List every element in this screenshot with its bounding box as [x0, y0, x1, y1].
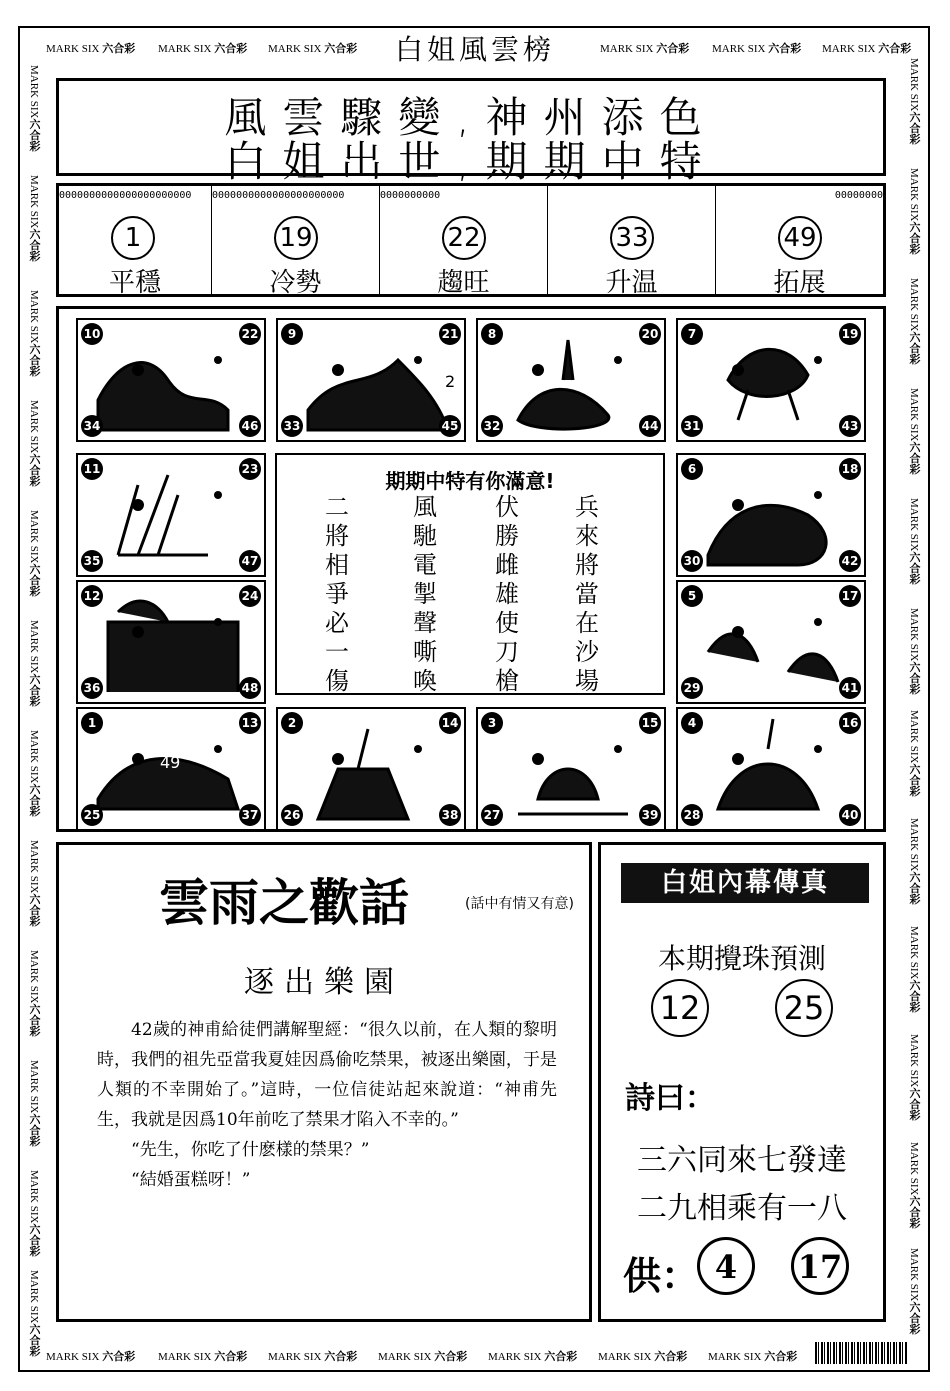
tile-number: 12	[81, 585, 103, 607]
tile-illustration	[78, 455, 264, 575]
watermark: MARK SIX六合彩	[28, 1270, 41, 1357]
watermark: MARK SIX六合彩	[908, 1034, 921, 1121]
tile-illustration	[78, 582, 264, 702]
prediction-number: 25	[775, 979, 833, 1037]
watermark: MARK SIX六合彩	[28, 510, 41, 597]
forecast-cell	[380, 186, 548, 298]
tile-number: 43	[839, 415, 861, 437]
ball-row-decoration: 0000000000000000000000	[212, 190, 345, 201]
tile-number: 15	[639, 712, 661, 734]
story-paragraph: “先生，你吃了什麽樣的禁果？”	[131, 1140, 370, 1160]
story-title: 逐出樂園	[244, 965, 404, 1000]
ball-row-decoration: 00000000	[834, 190, 883, 201]
watermark: MARK SIX六合彩	[908, 58, 921, 145]
tile-number: 39	[639, 804, 661, 826]
poem-line: 二九相乘有一八	[637, 1191, 847, 1226]
offer-label: 供：	[623, 1254, 700, 1298]
poem-line: 三六同來七發達	[637, 1143, 847, 1178]
watermark: MARK SIX六合彩	[908, 278, 921, 365]
tile-number: 29	[681, 677, 703, 699]
poem-column: 風 馳 電 掣 聲 嘶 喚	[413, 493, 437, 695]
prediction-label: 本期攪珠預測	[657, 942, 826, 975]
tile-number: 34	[81, 415, 103, 437]
tile-illustration	[678, 320, 864, 440]
tile-number: 11	[81, 458, 103, 480]
tile-number: 27	[481, 804, 503, 826]
offer-number: 4	[697, 1237, 755, 1295]
tile-number: 28	[681, 804, 703, 826]
watermark: MARK SIX六合彩	[908, 168, 921, 255]
tile-number: 1	[81, 712, 103, 734]
tile-number: 18	[839, 458, 861, 480]
tile-illustration	[78, 320, 264, 440]
zodiac-tile	[676, 453, 866, 577]
tile-number: 33	[281, 415, 303, 437]
tile-number: 35	[81, 550, 103, 572]
joke-title: 雲雨之歡話	[159, 873, 409, 932]
watermark: MARK SIX 六合彩	[822, 42, 912, 55]
zodiac-tile	[676, 318, 866, 442]
poem-column: 伏 勝 雌 雄 使 刀 槍	[495, 493, 519, 695]
watermark: MARK SIX 六合彩	[268, 42, 358, 55]
zodiac-tile	[476, 318, 666, 442]
zodiac-tile	[276, 318, 466, 442]
watermark: MARK SIX六合彩	[28, 730, 41, 817]
tile-number: 44	[639, 415, 661, 437]
tile-number: 16	[839, 712, 861, 734]
tile-number: 14	[439, 712, 461, 734]
watermark: MARK SIX六合彩	[908, 818, 921, 905]
zodiac-tile	[76, 580, 266, 704]
watermark: MARK SIX 六合彩	[158, 1350, 248, 1363]
forecast-number: 1	[111, 216, 155, 260]
tile-number: 4	[681, 712, 703, 734]
watermark: MARK SIX 六合彩	[600, 42, 690, 55]
forecast-strip	[56, 183, 886, 297]
tile-illustration	[278, 709, 464, 829]
watermark: MARK SIX六合彩	[28, 620, 41, 707]
tile-illustration	[478, 709, 664, 829]
page-title: 白姐風雲榜	[394, 33, 555, 66]
forecast-number: 22	[442, 216, 486, 260]
tile-number: 3	[481, 712, 503, 734]
poem-box	[275, 453, 665, 695]
tile-number: 19	[839, 323, 861, 345]
watermark: MARK SIX六合彩	[28, 175, 41, 262]
ball-row-decoration: 0000000000	[380, 190, 441, 201]
watermark: MARK SIX六合彩	[28, 290, 41, 377]
poem-column: 二 將 相 爭 必 一 傷	[325, 493, 349, 695]
forecast-cell	[548, 186, 716, 298]
watermark: MARK SIX六合彩	[28, 950, 41, 1037]
tile-illustration	[278, 320, 464, 440]
tile-number: 10	[81, 323, 103, 345]
watermark: MARK SIX六合彩	[28, 65, 41, 152]
watermark: MARK SIX六合彩	[28, 400, 41, 487]
watermark: MARK SIX六合彩	[908, 608, 921, 695]
tile-number: 20	[639, 323, 661, 345]
tile-number: 30	[681, 550, 703, 572]
tile-number: 8	[481, 323, 503, 345]
forecast-cell	[212, 186, 380, 298]
zodiac-tile	[76, 318, 266, 442]
barcode	[815, 1342, 907, 1364]
tile-number: 40	[839, 804, 861, 826]
forecast-number: 49	[778, 216, 822, 260]
tile-illustration	[678, 709, 864, 829]
watermark: MARK SIX六合彩	[28, 1060, 41, 1147]
watermark: MARK SIX六合彩	[908, 1248, 921, 1335]
tile-number: 25	[81, 804, 103, 826]
tile-illustration	[678, 582, 864, 702]
prediction-number: 12	[651, 979, 709, 1037]
tile-number: 46	[239, 415, 261, 437]
watermark: MARK SIX六合彩	[908, 498, 921, 585]
tile-number: 45	[439, 415, 461, 437]
tile-number: 21	[439, 323, 461, 345]
zodiac-tile	[676, 707, 866, 831]
watermark: MARK SIX 六合彩	[378, 1350, 468, 1363]
forecast-cell	[716, 186, 883, 298]
slogan-box	[56, 78, 886, 186]
tile-number: 6	[681, 458, 703, 480]
tile-number: 2	[281, 712, 303, 734]
watermark: MARK SIX六合彩	[908, 1142, 921, 1229]
watermark: MARK SIX六合彩	[908, 388, 921, 475]
story-paragraph: “結婚蛋糕呀！”	[131, 1170, 251, 1190]
zodiac-tile	[76, 707, 266, 831]
tile-number: 17	[839, 585, 861, 607]
story-paragraph: 42歲的神甫給徒們講解聖經：“很久以前，在人類的黎明時，我們的祖先亞當我夏娃因爲偷吃禁果，被逐出樂園，于是人類的不幸開始了。”這時，一位信徒站起來說道：“神甫先生，我就是因爲10年前吃了禁果才陷入不幸的。”	[97, 1020, 557, 1130]
secret-box	[598, 842, 886, 1322]
tile-number: 41	[839, 677, 861, 699]
watermark: MARK SIX 六合彩	[46, 42, 136, 55]
forecast-label: 趨旺	[437, 268, 490, 298]
watermark: MARK SIX 六合彩	[708, 1350, 798, 1363]
tile-number: 24	[239, 585, 261, 607]
tile-number: 22	[239, 323, 261, 345]
watermark: MARK SIX六合彩	[908, 926, 921, 1013]
watermark: MARK SIX 六合彩	[598, 1350, 688, 1363]
tile-number: 5	[681, 585, 703, 607]
tile-number: 37	[239, 804, 261, 826]
forecast-label: 平穩	[108, 268, 161, 298]
offer-number: 17	[791, 1237, 849, 1295]
tile-illustration	[678, 455, 864, 575]
zodiac-tile	[476, 707, 666, 831]
forecast-label: 升温	[605, 268, 658, 298]
poem-column: 兵 來 將 當 在 沙 場	[575, 493, 599, 695]
tile-number: 32	[481, 415, 503, 437]
joke-box	[56, 842, 592, 1322]
tile-number: 23	[239, 458, 261, 480]
watermark: MARK SIX 六合彩	[158, 42, 248, 55]
ball-row-decoration: 0000000000000000000000	[59, 190, 192, 201]
zodiac-tile	[76, 453, 266, 577]
zodiac-tile	[276, 707, 466, 831]
tile-number: 7	[681, 323, 703, 345]
slogan-line-2: 白姐出世,期期中特	[224, 137, 718, 186]
forecast-number: 19	[274, 216, 318, 260]
tile-number: 9	[281, 323, 303, 345]
forecast-number: 33	[610, 216, 654, 260]
poem-header: 期期中特有你滿意!	[385, 469, 555, 493]
tile-number: 13	[239, 712, 261, 734]
tile-mid-number: 2	[445, 372, 456, 391]
watermark: MARK SIX 六合彩	[488, 1350, 578, 1363]
tile-number: 31	[681, 415, 703, 437]
watermark: MARK SIX 六合彩	[268, 1350, 358, 1363]
tile-number: 36	[81, 677, 103, 699]
tile-illustration	[478, 320, 664, 440]
secret-banner: 白姐內幕傳真	[621, 863, 869, 903]
poem-label: 詩曰：	[625, 1081, 715, 1116]
tile-number: 26	[281, 804, 303, 826]
story-body	[97, 1015, 557, 1195]
joke-subtitle: (話中有情又有意)	[465, 896, 574, 912]
tile-number: 48	[239, 677, 261, 699]
watermark: MARK SIX六合彩	[908, 710, 921, 797]
tile-number: 42	[839, 550, 861, 572]
forecast-label: 拓展	[773, 268, 826, 298]
forecast-label: 冷勢	[269, 268, 322, 298]
watermark: MARK SIX六合彩	[28, 840, 41, 927]
zodiac-tile	[676, 580, 866, 704]
watermark: MARK SIX 六合彩	[712, 42, 802, 55]
tile-number: 38	[439, 804, 461, 826]
watermark: MARK SIX六合彩	[28, 1170, 41, 1257]
tile-number: 47	[239, 550, 261, 572]
forecast-cell	[59, 186, 212, 298]
watermark: MARK SIX 六合彩	[46, 1350, 136, 1363]
slogan-line-1: 風雲驟變,神州添色	[224, 93, 718, 142]
tile-mid-number: 49	[160, 753, 181, 772]
